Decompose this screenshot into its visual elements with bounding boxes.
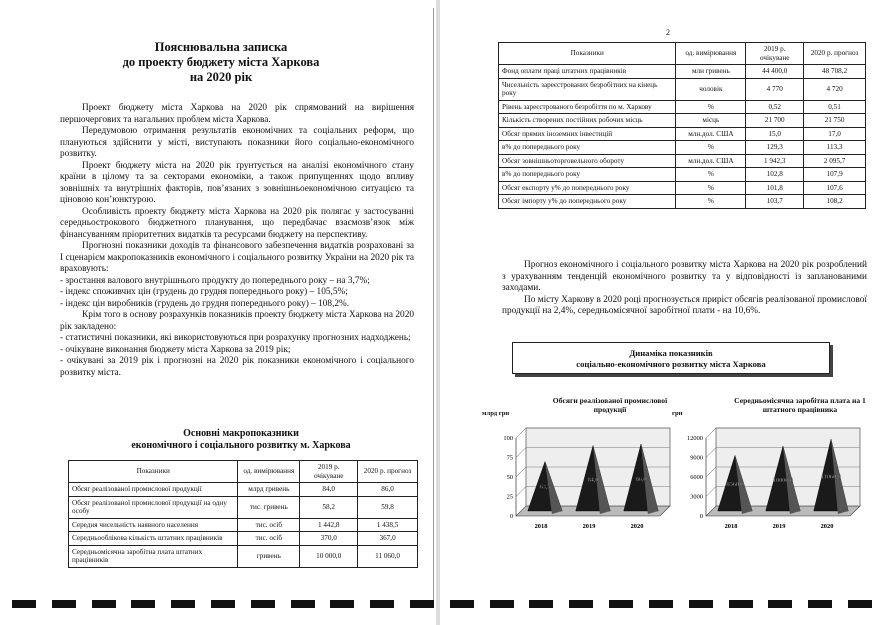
data-label: 63,5 [539, 483, 551, 491]
value-cell: 86,0 [358, 483, 418, 497]
paragraph: Особливість проекту бюджету міста Харкова на 2020 рік полягає у застосуванні середньострокового бюджетного планування, що передбачає взаємозв’язок між фінансуванням пріоритетних видатків та ресурсами бюджету на перспективу. [60, 206, 414, 240]
indicator-cell: Середня чисельність наявного населення [69, 518, 238, 532]
gridline [706, 467, 716, 477]
value-cell: 4 720 [804, 78, 866, 100]
chart-y-unit: млрд грн [482, 410, 510, 417]
unit-cell: тис. осіб [238, 532, 300, 546]
unit-cell: тис. гривень [238, 496, 300, 518]
unit-cell: гривень [238, 545, 300, 567]
chart-title: Обсяги реалізованої промислової продукції [552, 396, 668, 414]
unit-cell: тис. осіб [238, 518, 300, 532]
table-header-row [499, 43, 866, 65]
table-row [69, 496, 418, 518]
x-tick-label: 2019 [582, 523, 596, 530]
indicator-cell: Обсяг реалізованої промислової продукції на одну особу [69, 496, 238, 518]
gridline [516, 467, 526, 477]
value-cell: 2 095,7 [804, 154, 866, 168]
value-cell: 129,3 [746, 141, 804, 155]
column-header: 2020 р. прогноз [804, 43, 866, 65]
table-row [499, 154, 866, 168]
value-cell: 1 442,8 [300, 518, 358, 532]
gridline [706, 448, 716, 458]
table-row [499, 65, 866, 79]
macro-indicators-table [68, 460, 418, 568]
paragraph: Крім того в основу розрахунків показників проекту бюджету міста Харкова на 2020 рік закладено: [60, 310, 414, 332]
value-cell: 107,6 [804, 181, 866, 195]
list-item: - очікувані за 2019 рік і прогнозні на 2020 рік показники економічного і соціального розвитку міста. [60, 356, 414, 378]
title-line-2: до проекту бюджету міста Харкова [122, 55, 320, 69]
value-cell: 84,0 [300, 483, 358, 497]
list-item: - очікуване виконання бюджету міста Харкова за 2019 рік; [60, 344, 291, 355]
subtitle-line-2: економічного і соціального розвитку м. Харкова [131, 440, 351, 451]
dynamics-heading-box [512, 342, 830, 374]
indicator-cell: Обсяг імпорту у% до попереднього року [499, 195, 676, 209]
right-page [442, 8, 878, 603]
value-cell: 10 000,0 [300, 545, 358, 567]
value-cell: 58,2 [300, 496, 358, 518]
left-body-text [60, 103, 414, 379]
unit-cell: млн.дол. США [676, 154, 746, 168]
left-page [6, 8, 434, 603]
document-title [26, 40, 416, 85]
table-row [499, 114, 866, 128]
y-tick-label: 0 [699, 513, 703, 520]
value-cell: 11 060,0 [358, 545, 418, 567]
value-cell: 44 400,0 [746, 65, 804, 79]
table-row [499, 181, 866, 195]
x-tick-label: 2020 [820, 523, 834, 530]
unit-cell: чоловік [676, 78, 746, 100]
unit-cell: % [676, 181, 746, 195]
chart-svg [672, 396, 872, 541]
paragraph: По місту Харкову в 2020 році прогнозується приріст обсягів реалізованої промислової продукції на 2,4%, середньомісячної заробітної плати - на 10,6%. [502, 294, 867, 316]
list-item: - зростання валового внутрішнього продукту до попереднього року – на 3,7%; [60, 275, 370, 286]
indicator-cell: в% до попереднього року [499, 168, 676, 182]
x-tick-label: 2020 [630, 523, 644, 530]
table-row [499, 195, 866, 209]
paragraph: Прогноз економічного і соціального розвитку міста Харкова на 2020 рік розроблений з урахуванням тенденцій економічного розвитку та у відповідності із запланованими заходами. [502, 260, 867, 293]
indicators-table-continued [498, 42, 866, 209]
average-salary-chart [672, 396, 872, 541]
paragraph: Проект бюджету міста на 2020 рік ґрунтується на аналізі економічного стану країни в цілому та за секторами економіки, а також припущеннях щодо впливу зовнішніх та внутрішніх факторів, пов’язаних з зовнішньоекономічною ситуацією та ціновою кон’юнктурою. [60, 160, 414, 205]
value-cell: 0,52 [746, 100, 804, 114]
gridline [516, 428, 526, 438]
unit-cell: % [676, 100, 746, 114]
table-row [499, 100, 866, 114]
y-tick-label: 25 [506, 493, 513, 501]
y-tick-label: 6000 [690, 474, 703, 481]
indicator-cell: Обсяг експорту у% до попереднього року [499, 181, 676, 195]
value-cell: 113,3 [804, 141, 866, 155]
unit-cell: % [676, 195, 746, 209]
indicator-cell: Фонд оплати праці штатних працівників [499, 65, 676, 79]
value-cell: 103,7 [746, 195, 804, 209]
title-line-3: на 2020 рік [189, 70, 253, 84]
y-tick-label: 3000 [690, 493, 703, 501]
value-cell: 21 750 [804, 114, 866, 128]
y-tick-label: 12000 [687, 435, 703, 442]
indicator-cell: Чисельність зареєстрованих безробітних на кінець року [499, 78, 676, 100]
value-cell: 4 770 [746, 78, 804, 100]
indicator-cell: Кількість створених постійних робочих місць [499, 114, 676, 128]
table-row [69, 518, 418, 532]
list-item: - індекс цін виробників (грудень до грудня попереднього року) – 108,2%. [60, 298, 350, 309]
chart-y-unit: грн [672, 410, 683, 417]
y-tick-label: 9000 [690, 454, 703, 462]
right-body-text [502, 260, 867, 318]
book-spine [436, 0, 440, 625]
table-header-row [69, 461, 418, 483]
column-header: од. вимірювання [676, 43, 746, 65]
value-cell: 15,0 [746, 127, 804, 141]
value-cell: 59,8 [358, 496, 418, 518]
indicator-cell: в% до попереднього року [499, 141, 676, 155]
industrial-output-chart [482, 396, 682, 541]
list-item: - статистичні показники, які використовуються при розрахунку прогнозних надходжень; [60, 333, 411, 343]
value-cell: 1 942,3 [746, 154, 804, 168]
data-label: 86,0 [635, 475, 647, 483]
column-header: од. вимірювання [238, 461, 300, 483]
paragraph: Передумовою отримання результатів економічних та соціальних реформ, що плануються здійснити у місті, виступають показники його соціально-економічного розвитку. [60, 126, 414, 159]
value-cell: 0,51 [804, 100, 866, 114]
x-tick-label: 2018 [724, 523, 738, 530]
gridline [706, 487, 716, 497]
table-row [499, 78, 866, 100]
table-subtitle [46, 428, 436, 452]
table-row [499, 127, 866, 141]
column-header: 2019 р. очікуване [746, 43, 804, 65]
page-number: 2 [666, 28, 670, 37]
chart-svg [482, 396, 682, 541]
y-tick-label: 100 [503, 435, 513, 442]
indicator-cell: Рівень зареєстрованого безробіття по м. Харкову [499, 100, 676, 114]
y-tick-label: 75 [506, 454, 513, 462]
unit-cell: млрд гривень [238, 483, 300, 497]
indicator-cell: Обсяг реалізованої промислової продукції [69, 483, 238, 497]
table-row [69, 545, 418, 567]
column-header: 2019 р. очікуване [300, 461, 358, 483]
value-cell: 108,2 [804, 195, 866, 209]
table-row [69, 532, 418, 546]
gridline [516, 448, 526, 458]
title-line-1: Пояснювальна записка [154, 40, 288, 54]
dynamics-line-1: Динаміка показників [629, 348, 713, 358]
value-cell: 102,8 [746, 168, 804, 182]
data-label: 84,0 [587, 476, 599, 484]
gridline [516, 487, 526, 497]
column-header: Показники [499, 43, 676, 65]
column-header: 2020 р. прогноз [358, 461, 418, 483]
value-cell: 1 438,5 [358, 518, 418, 532]
indicator-cell: Середньооблікова кількість штатних працівників [69, 532, 238, 546]
unit-cell: млн гривень [676, 65, 746, 79]
dynamics-line-2: соціально-економічного розвитку міста Харкова [576, 359, 766, 369]
x-tick-label: 2019 [772, 523, 786, 530]
table-row [69, 483, 418, 497]
gridline [706, 428, 716, 438]
table-row [499, 168, 866, 182]
value-cell: 370,0 [300, 532, 358, 546]
column-header: Показники [69, 461, 238, 483]
unit-cell: млн.дол. США [676, 127, 746, 141]
data-label: 10000,0 [772, 476, 794, 484]
value-cell: 48 708,2 [804, 65, 866, 79]
data-label: 11060,0 [821, 473, 841, 481]
value-cell: 17,0 [804, 127, 866, 141]
table-row [499, 141, 866, 155]
value-cell: 367,0 [358, 532, 418, 546]
indicator-cell: Середньомісячна заробітна плата штатних працівників [69, 545, 238, 567]
paragraph: Проект бюджету міста Харкова на 2020 рік спрямований на вирішення першочергових та нагальних проблем міста Харкова. [60, 103, 414, 125]
scan-border-dashes [0, 600, 884, 610]
indicator-cell: Обсяг прямих іноземних інвестицій [499, 127, 676, 141]
indicator-cell: Обсяг зовнішньоторговельного обороту [499, 154, 676, 168]
list-item: - індекс споживчих цін (грудень до грудня попереднього року) – 105,5%; [60, 287, 348, 297]
paragraph: Прогнозні показники доходів та фінансового забезпечення видатків розраховані за І сценарієм макропоказників економічного і соціального розвитку України на 2020 рік та враховують: [60, 241, 414, 274]
chart-title: Середньомісячна заробітна плата на 1 штатного працівника [734, 396, 866, 414]
unit-cell: % [676, 141, 746, 155]
value-cell: 101,8 [746, 181, 804, 195]
y-tick-label: 0 [509, 513, 513, 520]
unit-cell: % [676, 168, 746, 182]
x-tick-label: 2018 [534, 523, 548, 530]
value-cell: 21 700 [746, 114, 804, 128]
unit-cell: місць [676, 114, 746, 128]
data-label: 8560,0 [726, 480, 744, 488]
value-cell: 107,9 [804, 168, 866, 182]
y-tick-label: 50 [506, 474, 513, 481]
subtitle-line-1: Основні макропоказники [183, 428, 299, 439]
